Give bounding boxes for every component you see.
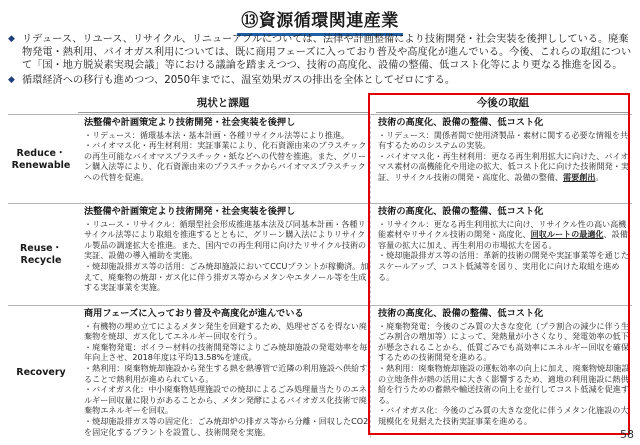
cell-heading: 法整備や計画策定より技術開発・社会実装を後押し [84,117,296,128]
header-future-initiatives: 今後の取組 [376,94,630,113]
cell-body: ・リユース・リサイクル：循環型社会形成推進基本法及び同基本計画・各種リサイクル法等により取組を推進するとともに、グリーン購入法によりリサイクル製品の調達拡大を推進。また、国内での再生利用に向けたリサイクル技術の実証、設備の導入補助を実施。 ・焼却施設排ガス等の活用：ごみ焼却施設においてCCUプラントが稼働済。加えて、廃棄物の焼却・ガス化に伴う排ガス等からメタンやエタノール等を生成する実証事業を実施。 [84,218,369,293]
header-current-issues: 現状と課題 [78,94,368,113]
body-text: ・リデュース：関係者間で使用済製品・素材に関する必要な情報を共有するためのシステムの実装。 ・バイオマス化・再生材利用：更なる再生利用拡大に向けた、バイオマス素材の高機能化や用途の拡大、低コスト化に向けた技術開発・実証、リサイクル技術の開発・高度化、設備の整備、 [378,129,629,182]
bullet-text: 循環経済への移行も進めつつ、2050年までに、温室効果ガスの排出を全体としてゼロにする。 [22,74,456,86]
row-label: Reuse・Recycle [19,243,63,266]
cell-heading: 技術の高度化、設備の整備、低コスト化 [378,308,544,319]
body-text: 、設備容量の拡大に加え、再生利用の市場拡大を図る。 ・焼却施設排ガス等の活用：革新的技術の開発や実証事業等を通じたスケールアップ、コスト低減等を図り、実用化に向けた取組を進める。 [378,229,629,282]
bullet-item [8,33,636,73]
body-text: 。 [595,171,604,182]
bullet-item [8,74,636,87]
bullet-text: リデュース、リユース、リサイクル、リニューアブルについては、法律や計画整備により技術開発・社会実装を後押ししている。廃棄物発電・熱利用、バイオガス利用については、既に商用フェーズに入っており普及や高度化が進んでいる。今後、これらの取組について「国・地方脱炭素実現会議」等における議論を踏まえつつ、技術の高度化、設備の整備、低コスト化等により更なる推進を図る。 [22,34,632,72]
page-title: ⑬資源循環関連産業 [237,6,403,36]
cell-current [84,118,370,183]
row-label: Recovery [16,366,66,378]
row-label: Reduce・Renewable [11,147,71,171]
title-wrap [0,6,640,36]
summary-bullets [8,33,636,88]
body-text: ・リサイクル：更なる再生利用拡大に向け、リサイクル性の高い高機能素材やリサイクル技術の開発・高度化、 [378,218,627,240]
underlined-keyword: 回収ルートの最適化 [530,229,604,240]
cell-current [84,207,370,293]
cell-heading: 商用フェーズに入っており普及や高度化が進んでいる [84,308,304,319]
cell-heading: 法整備や計画策定より技術開発・社会実装を後押し [84,206,296,217]
cell-heading: 技術の高度化、設備の整備、低コスト化 [378,206,544,217]
cell-heading: 技術の高度化、設備の整備、低コスト化 [378,117,544,128]
future-initiatives-highlight-frame [368,93,630,435]
diamond-bullet-icon: ◆ [8,34,15,44]
cell-body: ・有機物の埋め立てによるメタン発生を回避するため、処理せざるを得ない廃棄物を焼却、ガス化してエネルギー回収を行う。 ・廃棄物発電：ボイラー材料の技術開発等によりごみ焼却施設の発電効率を毎年向上させ、2018年度は平均13.58%を達成。 ・熱利用：廃棄物焼却施設から発生する熱を熱導管で近隣の利用施設へ供給することで熱利用が進められている。 ・バイオガス化：中小廃棄物処理施設での焼却によるごみ処理量当たりのエネルギー回収量に限りがあることから、メタン発酵によるバイオガス化技術で廃棄物エネルギーを回収。 ・焼却施設排ガス等の固定化：ごみ焼却炉の排ガス等から分離・回収したCO2を固定化するプラントを設置し、技術開発を実施。 [84,320,369,437]
body-text: ・廃棄物発電：今後のごみ質の大きな変化（プラ割合の減少に伴う生ごみ割合の増加等）によって、発熱量が小さくなり、発電効率の低下が懸念されることから、低質ごみでも高効率にエネルギー回収を確保するための技術開発を進める。 ・熱利用：廃棄物焼却施設の運転効率の向上に加え、廃棄物焼却施設の立地条件が熱の活用に大きく影響するため、適地の利用施設に熱供給を行うための蓄熱や輸送技術の向上を並行してコスト低減を促進する。 ・バイオガス化：今後のごみ質の大きな変化に伴うメタン化施設の大規模化を見据えた技術実証事業を進める。 [378,320,630,426]
underlined-keyword: 需要創出 [563,171,596,182]
diamond-bullet-icon: ◆ [8,74,15,85]
cell-current [84,309,370,437]
page-number: 58 [620,428,634,441]
cell-body: ・リデュース：循環基本法・基本計画・各種リサイクル法等により推進。 ・バイオマス化・再生材利用：実証事業により、化石資源由来のプラスチックの再生可能なバイオマスプラスチック・紙などへの代替を推進。また、グリーン購入法等により、化石資源由来のプラスチックからバイオマスプラスチックへの代替を促進。 [84,129,367,182]
